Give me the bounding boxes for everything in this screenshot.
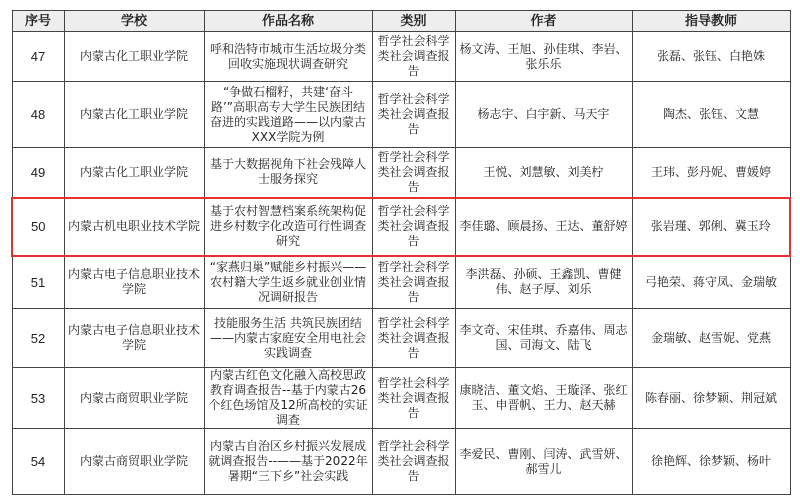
cell-seq: 49 <box>12 148 64 198</box>
table-row <box>12 256 790 309</box>
cell-school: 内蒙古化工职业学院 <box>64 32 204 82</box>
cell-seq: 48 <box>12 82 64 148</box>
header-category: 类别 <box>372 11 455 32</box>
cell-title: 基于大数据视角下社会残障人士服务探究 <box>204 148 372 198</box>
cell-title: 内蒙古红色文化融入高校思政教育调查报告--基于内蒙古26个红色场馆及12所高校的实证调查 <box>204 368 372 429</box>
cell-title: 呼和浩特市城市生活垃圾分类回收实施现状调查研究 <box>204 32 372 82</box>
cell-authors: 李爱民、曹刚、闫涛、武雪妍、郝雪儿 <box>455 429 632 495</box>
cell-school: 内蒙古化工职业学院 <box>64 82 204 148</box>
header-seq: 序号 <box>12 11 64 32</box>
cell-title: 内蒙古自治区乡村振兴发展成就调查报告--——基于2022年暑期“三下乡”社会实践 <box>204 429 372 495</box>
cell-category: 哲学社会科学类社会调查报告 <box>372 148 455 198</box>
cell-school: 内蒙古电子信息职业技术学院 <box>64 256 204 309</box>
cell-school: 内蒙古商贸职业学院 <box>64 368 204 429</box>
cell-advisors: 金瑞敏、赵雪妮、党燕 <box>632 309 790 368</box>
cell-title: “争做石榴籽，共建‘奋斗路’”高职高专大学生民族团结奋进的实践道路——以内蒙古XXX学院为例 <box>204 82 372 148</box>
cell-authors: 李洪磊、孙硕、王鑫凯、曹健伟、赵子厚、刘乐 <box>455 256 632 309</box>
table-row <box>12 148 790 198</box>
table-row <box>12 82 790 148</box>
cell-advisors: 张磊、张钰、白艳姝 <box>632 32 790 82</box>
cell-title: 基于农村智慧档案系统架构促进乡村数字化改造可行性调查研究 <box>204 198 372 256</box>
cell-seq: 50 <box>12 198 64 256</box>
cell-authors: 李文奇、宋佳琪、乔嘉伟、周志国、司海文、陆飞 <box>455 309 632 368</box>
cell-seq: 47 <box>12 32 64 82</box>
cell-school: 内蒙古机电职业技术学院 <box>64 198 204 256</box>
cell-category: 哲学社会科学类社会调查报告 <box>372 429 455 495</box>
cell-school: 内蒙古商贸职业学院 <box>64 429 204 495</box>
table-row <box>12 368 790 429</box>
cell-seq: 53 <box>12 368 64 429</box>
cell-advisors: 弓艳荣、蒋守凤、金瑞敏 <box>632 256 790 309</box>
cell-advisors: 陈春丽、徐梦颖、荆冠斌 <box>632 368 790 429</box>
header-advisors: 指导教师 <box>632 11 790 32</box>
cell-advisors: 徐艳辉、徐梦颖、杨叶 <box>632 429 790 495</box>
header-row <box>12 11 790 32</box>
cell-title: 技能服务生活 共筑民族团结——内蒙古家庭安全用电社会实践调查 <box>204 309 372 368</box>
cell-advisors: 张岩瑾、郭俐、冀玉玲 <box>632 198 790 256</box>
cell-category: 哲学社会科学类社会调查报告 <box>372 82 455 148</box>
cell-authors: 康晓洁、董文焰、王璇泽、张红玉、申晋帆、王力、赵天赫 <box>455 368 632 429</box>
header-title: 作品名称 <box>204 11 372 32</box>
cell-school: 内蒙古化工职业学院 <box>64 148 204 198</box>
cell-advisors: 王玮、彭丹妮、曹媛婷 <box>632 148 790 198</box>
cell-seq: 51 <box>12 256 64 309</box>
cell-authors: 王悦、刘慧敏、刘美柠 <box>455 148 632 198</box>
table-row <box>12 429 790 495</box>
cell-advisors: 陶杰、张钰、文慧 <box>632 82 790 148</box>
cell-authors: 李佳璐、顾晨扬、王达、董舒婷 <box>455 198 632 256</box>
award-table <box>11 10 791 495</box>
table-row <box>12 32 790 82</box>
cell-authors: 杨志宇、白宇新、马天宇 <box>455 82 632 148</box>
cell-seq: 52 <box>12 309 64 368</box>
header-school: 学校 <box>64 11 204 32</box>
cell-title: “家燕归巢”赋能乡村振兴——农村籍大学生返乡就业创业情况调研报告 <box>204 256 372 309</box>
cell-category: 哲学社会科学类社会调查报告 <box>372 309 455 368</box>
cell-authors: 杨文涛、王旭、孙佳琪、李岩、张乐乐 <box>455 32 632 82</box>
cell-category: 哲学社会科学类社会调查报告 <box>372 256 455 309</box>
table-row-highlighted <box>12 198 790 256</box>
cell-seq: 54 <box>12 429 64 495</box>
table-row <box>12 309 790 368</box>
cell-category: 哲学社会科学类社会调查报告 <box>372 32 455 82</box>
cell-category: 哲学社会科学类社会调查报告 <box>372 368 455 429</box>
cell-school: 内蒙古电子信息职业技术学院 <box>64 309 204 368</box>
header-authors: 作者 <box>455 11 632 32</box>
cell-category: 哲学社会科学类社会调查报告 <box>372 198 455 256</box>
